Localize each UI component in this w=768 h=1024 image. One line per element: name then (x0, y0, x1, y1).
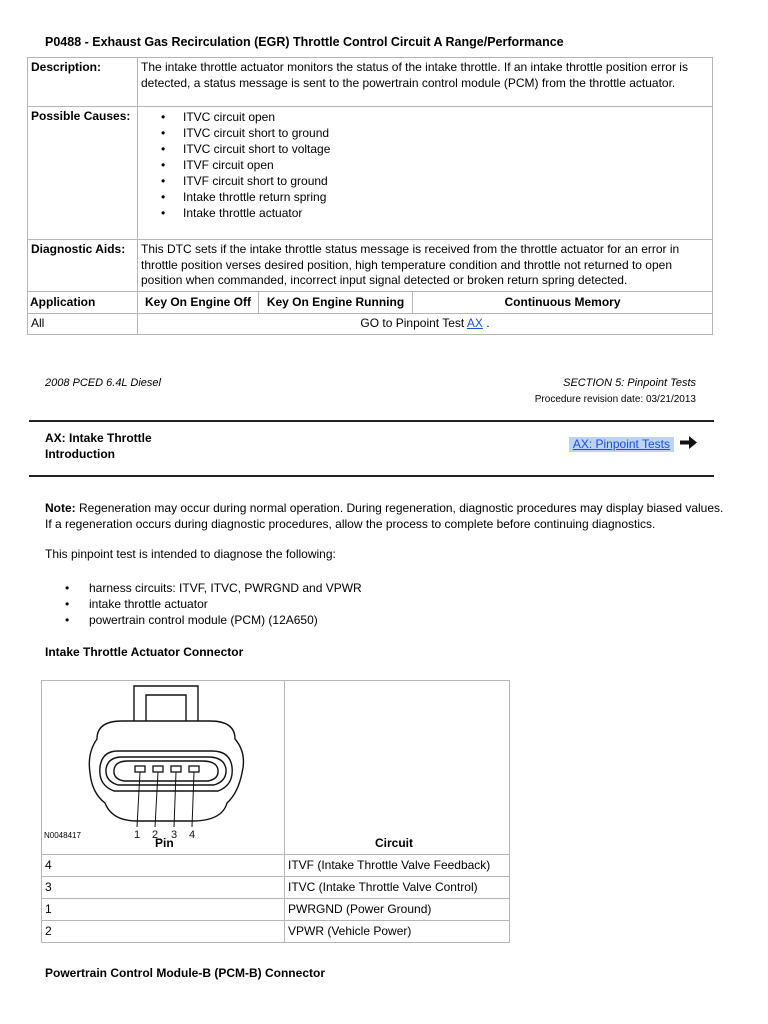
pinpoint-ax-link[interactable]: AX (466, 316, 483, 331)
col-continuous-memory: Continuous Memory (413, 291, 713, 314)
circuit-header: Circuit (375, 836, 414, 851)
circuit-cell: PWRGND (Power Ground) (285, 899, 510, 921)
revision-date: Procedure revision date: 03/21/2013 (534, 394, 696, 405)
connector-pin-table (41, 680, 510, 943)
connector-diagram (42, 681, 284, 854)
pin-cell: 2 (42, 921, 285, 943)
action-cell (138, 314, 713, 335)
action-prefix: GO to Pinpoint Test (360, 316, 467, 331)
col-koer: Key On Engine Running (259, 291, 413, 314)
list-item: • intake throttle actuator (45, 596, 362, 612)
intro-text: This pinpoint test is intended to diagnose the following: (45, 547, 336, 561)
dtc-title: P0488 - Exhaust Gas Recirculation (EGR) Throttle Control Circuit A Range/Performance (45, 35, 564, 49)
col-koeo: Key On Engine Off (138, 291, 259, 314)
document-reference: 2008 PCED 6.4L Diesel (45, 377, 161, 389)
aids-text: This DTC sets if the intake throttle status message is received from the throttle actuator for an error in throttle position verses desired position, high temperature condition and throttle not returned to open position when commanded, incorrect input signal detected or broken return spring detected. (138, 240, 713, 292)
table-row (42, 855, 510, 877)
test-subtitle-line: Introduction (45, 447, 115, 461)
table-header-row (28, 291, 713, 314)
pcm-connector-heading: Powertrain Control Module-B (PCM-B) Connector (45, 966, 325, 980)
pin-number: 3 (170, 829, 178, 841)
table-row (28, 314, 713, 335)
section-reference: SECTION 5: Pinpoint Tests (563, 377, 696, 389)
pin-number: 4 (188, 829, 196, 841)
pin-number: 2 (151, 829, 159, 841)
circuit-cell: ITVF (Intake Throttle Valve Feedback) (285, 855, 510, 877)
pin-number: 1 (133, 829, 141, 841)
circuit-cell: VPWR (Vehicle Power) (285, 921, 510, 943)
aids-row (28, 240, 713, 292)
aids-label: Diagnostic Aids: (28, 240, 138, 292)
list-item: • ITVF circuit open (183, 157, 709, 173)
list-item: • ITVC circuit short to ground (183, 125, 709, 141)
list-item: • powertrain control module (PCM) (12A650) (45, 612, 362, 628)
note-paragraph (45, 500, 730, 532)
pin-cell: 1 (42, 899, 285, 921)
list-item: • Intake throttle actuator (183, 205, 709, 221)
pin-cell: 4 (42, 855, 285, 877)
table-row (42, 899, 510, 921)
list-item: • harness circuits: ITVF, ITVC, PWRGND and VPWR (45, 580, 362, 596)
list-item: • ITVC circuit open (183, 109, 709, 125)
list-item: • ITVF circuit short to ground (183, 173, 709, 189)
pin-cell: 3 (42, 877, 285, 899)
page-title (45, 430, 152, 462)
description-label: Description: (28, 58, 138, 107)
causes-label: Possible Causes: (28, 107, 138, 240)
dtc-table (27, 57, 713, 335)
circuit-cell: ITVC (Intake Throttle Valve Control) (285, 877, 510, 899)
pinpoint-tests-link[interactable]: AX: Pinpoint Tests (569, 437, 674, 452)
application-value: All (28, 314, 138, 335)
figure-row (42, 681, 510, 855)
action-suffix: . (482, 316, 490, 331)
figure-id: N0048417 (44, 830, 81, 840)
col-application: Application (28, 291, 138, 314)
divider (29, 420, 714, 422)
causes-list (141, 109, 709, 221)
connector-figure (42, 681, 284, 854)
connector-heading: Intake Throttle Actuator Connector (45, 645, 244, 659)
arrow-right-icon[interactable] (680, 436, 697, 454)
list-item: • ITVC circuit short to voltage (183, 141, 709, 157)
diagnose-list (45, 580, 362, 628)
description-row (28, 58, 713, 107)
list-item: • Intake throttle return spring (183, 189, 709, 205)
note-text: Regeneration may occur during normal operation. During regeneration, diagnostic procedures may display biased values. If a regeneration occurs during diagnostic procedures, allow the process to complete before continuing diagnostics. (45, 501, 724, 531)
test-title-line: AX: Intake Throttle (45, 431, 152, 445)
causes-row (28, 107, 713, 240)
pin-header: Pin (155, 836, 174, 851)
divider (29, 475, 714, 477)
description-text: The intake throttle actuator monitors the status of the intake throttle. If an intake throttle position error is detected, a status message is sent to the powertrain control module (PCM) from the throttle actuator. (138, 58, 713, 107)
table-row (42, 921, 510, 943)
note-label: Note: (45, 501, 76, 515)
table-row (42, 877, 510, 899)
